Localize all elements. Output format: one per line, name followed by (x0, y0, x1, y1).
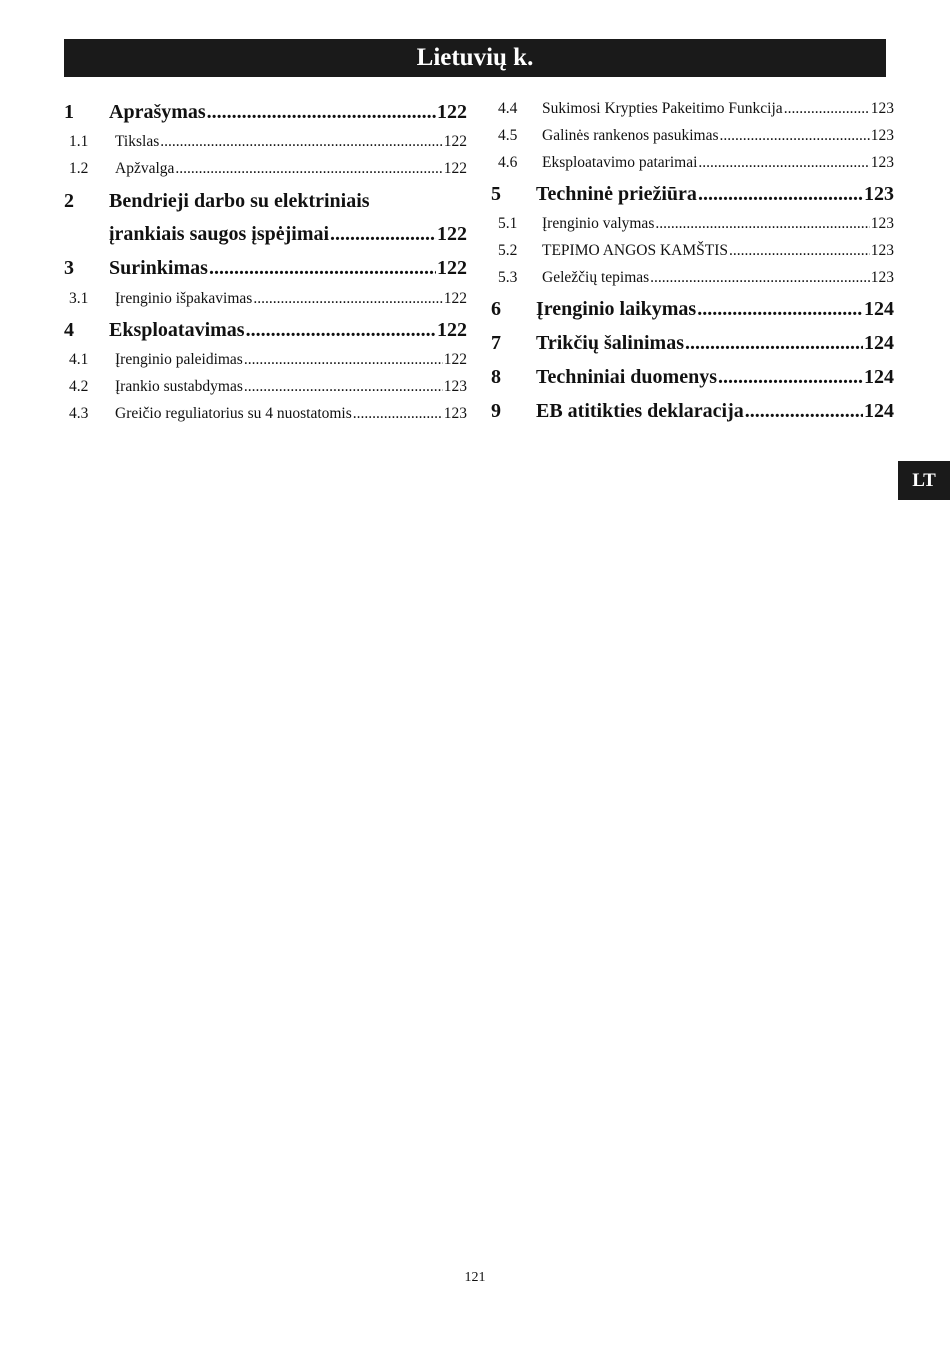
toc-entry-2[interactable] (64, 219, 467, 249)
toc-entry-page: 124 (863, 362, 894, 392)
toc-entry-number: 4.3 (69, 405, 89, 422)
toc-entry-5-1[interactable] (491, 212, 894, 236)
toc-entry-5-3[interactable] (491, 266, 894, 290)
toc-entry-number: 1.2 (69, 160, 89, 177)
toc-entry-number: 5.1 (498, 215, 518, 232)
toc-entry-6[interactable] (491, 294, 894, 324)
toc-entry-3-1[interactable] (64, 287, 467, 311)
toc-entry-page: 122 (436, 253, 467, 283)
toc-entry-number: 1.1 (69, 133, 89, 150)
toc-entry-page: 123 (870, 212, 894, 236)
toc-entry-4-2[interactable] (64, 375, 467, 399)
toc-entry-title: Eksploatavimas (109, 319, 245, 341)
toc-entry-2-line1[interactable] (64, 186, 370, 216)
toc-entry-title: Įrenginio valymas (542, 215, 655, 232)
toc-entry-page: 124 (863, 294, 894, 324)
language-tab: LT (898, 461, 950, 500)
toc-entry-number: 4.4 (498, 100, 518, 117)
toc-entry-title: Įrenginio išpakavimas (115, 290, 253, 307)
toc-entry-number: 4.5 (498, 127, 518, 144)
toc-entry-title: įrankiais saugos įspėjimai (109, 223, 330, 245)
toc-entry-number: 6 (491, 298, 501, 320)
toc-entry-number: 5.3 (498, 269, 518, 286)
toc-entry-page: 123 (870, 239, 894, 263)
toc-entry-page: 123 (870, 266, 894, 290)
page-title: Lietuvių k. (64, 39, 886, 77)
toc-entry-page: 122 (443, 348, 467, 372)
page-number: 121 (464, 1270, 486, 1285)
toc-entry-5[interactable] (491, 179, 894, 209)
toc-entry-page: 122 (443, 157, 467, 181)
toc-entry-title: EB atitikties deklaracija (536, 400, 744, 422)
toc-entry-page: 122 (436, 315, 467, 345)
toc-entry-number: 4.2 (69, 378, 89, 395)
toc-entry-number: 3 (64, 257, 74, 279)
toc-entry-number: 2 (64, 190, 74, 212)
toc-entry-title: Techninė priežiūra (536, 183, 697, 205)
toc-entry-title: Įrankio sustabdymas (115, 378, 243, 395)
toc-entry-7[interactable] (491, 328, 894, 358)
toc-entry-page: 122 (443, 287, 467, 311)
toc-entry-4-3[interactable] (64, 402, 467, 426)
toc-entry-4-6[interactable] (491, 151, 894, 175)
toc-entry-page: 123 (863, 179, 894, 209)
toc-entry-title: Geležčių tepimas (542, 269, 650, 286)
toc-entry-1[interactable] (64, 97, 467, 127)
toc-entry-page: 122 (443, 130, 467, 154)
toc-entry-5-2[interactable] (491, 239, 894, 263)
toc-entry-number: 7 (491, 332, 501, 354)
toc-entry-page: 123 (870, 124, 894, 148)
toc-entry-page: 123 (870, 97, 894, 121)
toc-entry-9[interactable] (491, 396, 894, 426)
toc-entry-title: Trikčių šalinimas (536, 332, 684, 354)
toc-entry-number: 1 (64, 101, 74, 123)
toc-entry-4[interactable] (64, 315, 467, 345)
toc-entry-page: 123 (443, 375, 467, 399)
toc-entry-title: TEPIMO ANGOS KAMŠTIS (542, 242, 729, 259)
toc-entry-4-5[interactable] (491, 124, 894, 148)
toc-entry-number: 5 (491, 183, 501, 205)
toc-entry-number: 9 (491, 400, 501, 422)
toc-entry-title-line1: Bendrieji darbo su elektriniais (109, 190, 370, 212)
toc-entry-title: Įrenginio paleidimas (115, 351, 243, 368)
toc-entry-title: Įrenginio laikymas (536, 298, 697, 320)
toc-entry-page: 123 (443, 402, 467, 426)
toc-entry-number: 8 (491, 366, 501, 388)
toc-entry-page: 122 (436, 97, 467, 127)
toc-entry-title: Eksploatavimo patarimai (542, 154, 698, 171)
toc-entry-3[interactable] (64, 253, 467, 283)
toc-entry-page: 124 (863, 328, 894, 358)
toc-entry-4-1[interactable] (64, 348, 467, 372)
toc-entry-8[interactable] (491, 362, 894, 392)
toc-entry-title: Apžvalga (115, 160, 175, 177)
toc-entry-title: Sukimosi Krypties Pakeitimo Funkcija (542, 100, 783, 117)
toc-entry-title: Greičio reguliatorius su 4 nuostatomis (115, 405, 352, 422)
toc-entry-number: 4 (64, 319, 74, 341)
toc-entry-4-4[interactable] (491, 97, 894, 121)
toc-entry-number: 4.6 (498, 154, 518, 171)
toc-entry-title: Galinės rankenos pasukimas (542, 127, 719, 144)
toc-entry-1-1[interactable] (64, 130, 467, 154)
toc-entry-page: 122 (436, 219, 467, 249)
toc-entry-number: 4.1 (69, 351, 89, 368)
toc-entry-number: 3.1 (69, 290, 89, 307)
toc-entry-title: Surinkimas (109, 257, 208, 279)
toc-entry-title: Tikslas (115, 133, 160, 150)
toc-entry-title: Aprašymas (109, 101, 206, 123)
toc-entry-page: 124 (863, 396, 894, 426)
toc-entry-title: Techniniai duomenys (536, 366, 717, 388)
toc-entry-number: 5.2 (498, 242, 518, 259)
toc-entry-1-2[interactable] (64, 157, 467, 181)
toc-entry-page: 123 (870, 151, 894, 175)
